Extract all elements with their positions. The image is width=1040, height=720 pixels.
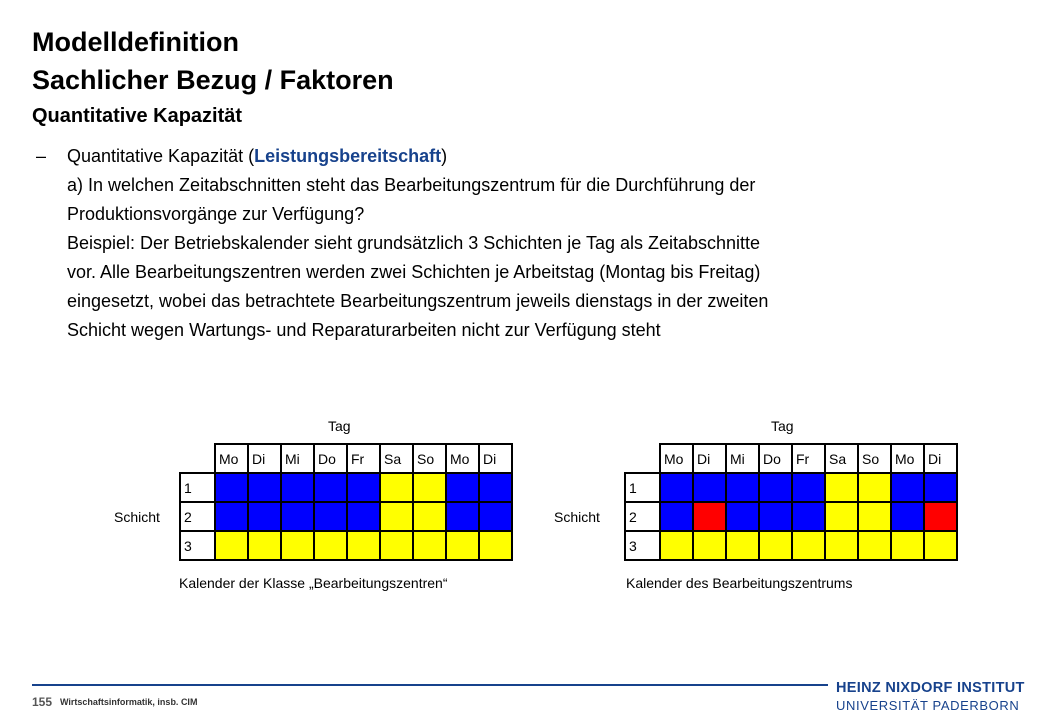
bullet-marker: –: [36, 146, 47, 166]
calendar-cell-yellow: [891, 531, 924, 560]
day-header: So: [413, 444, 446, 473]
calendar-cell-yellow: [858, 502, 891, 531]
day-header: Mi: [281, 444, 314, 473]
calendar-cell-blue: [891, 473, 924, 502]
footer-text: Wirtschaftsinformatik, insb. CIM: [60, 697, 198, 707]
day-header: So: [858, 444, 891, 473]
calendar-cell-blue: [726, 502, 759, 531]
calendar-cell-yellow: [281, 531, 314, 560]
day-header: Sa: [825, 444, 858, 473]
body-line-4: Beispiel: Der Betriebskalender sieht grundsätzlich 3 Schichten je Tag als Zeitabschnitte: [67, 233, 761, 253]
calendar-cell-yellow: [380, 531, 413, 560]
calendar-2-grid: [624, 443, 958, 561]
calendar-cell-yellow: [858, 531, 891, 560]
day-header: Di: [693, 444, 726, 473]
calendar-cell-yellow: [380, 502, 413, 531]
calendar-cell-blue: [792, 502, 825, 531]
calendar-1-caption: Kalender der Klasse „Bearbeitungszentren“: [179, 575, 448, 591]
body-line-2: a) In welchen Zeitabschnitten steht das Bearbeitungszentrum für die Durchführung der: [67, 175, 756, 195]
calendar-cell-blue: [891, 502, 924, 531]
calendar-cell-blue: [215, 502, 248, 531]
calendar-cell-blue: [792, 473, 825, 502]
body-line-1: Quantitative Kapazität (Leistungsbereitschaft): [67, 146, 448, 166]
calendar-cell-blue: [446, 473, 479, 502]
calendar-cell-yellow: [248, 531, 281, 560]
day-header: Mi: [726, 444, 759, 473]
calendar-cell-blue: [281, 473, 314, 502]
calendar-cell-red: [693, 502, 726, 531]
calendar-2-caption: Kalender des Bearbeitungszentrums: [626, 575, 853, 591]
calendar-cell-blue: [924, 473, 957, 502]
calendar-cell-blue: [446, 502, 479, 531]
page-subtitle: Sachlicher Bezug / Faktoren: [32, 65, 394, 95]
section-heading: Quantitative Kapazität: [32, 105, 243, 127]
calendar-cell-blue: [726, 473, 759, 502]
day-header: Mo: [891, 444, 924, 473]
calendar-cell-yellow: [413, 502, 446, 531]
body-line-7: Schicht wegen Wartungs- und Reparaturarbeiten nicht zur Verfügung steht: [67, 320, 661, 340]
day-header: Mo: [660, 444, 693, 473]
institute-logo-line2: UNIVERSITÄT PADERBORN: [836, 698, 1020, 713]
calendar-cell-yellow: [825, 473, 858, 502]
shift-header: 3: [180, 531, 215, 560]
day-header: Di: [248, 444, 281, 473]
body-line-3: Produktionsvorgänge zur Verfügung?: [67, 204, 365, 224]
calendar-1-top-label: Tag: [328, 418, 351, 434]
calendar-1-side-label: Schicht: [114, 509, 160, 525]
calendar-cell-yellow: [446, 531, 479, 560]
calendar-cell-yellow: [314, 531, 347, 560]
body-text: [67, 142, 1003, 345]
calendar-cell-blue: [660, 473, 693, 502]
calendar-cell-yellow: [924, 531, 957, 560]
calendar-cell-yellow: [215, 531, 248, 560]
highlight-term: Leistungsbereitschaft: [254, 146, 442, 166]
calendar-cell-yellow: [825, 502, 858, 531]
calendar-cell-blue: [347, 473, 380, 502]
calendar-cell-yellow: [479, 531, 512, 560]
page-number: 155: [32, 695, 53, 709]
shift-header: 2: [625, 502, 660, 531]
calendar-cell-blue: [281, 502, 314, 531]
calendar-cell-yellow: [825, 531, 858, 560]
body-line-6: eingesetzt, wobei das betrachtete Bearbeitungszentrum jeweils dienstags in der zweiten: [67, 291, 769, 311]
calendar-cell-blue: [479, 473, 512, 502]
day-header: Fr: [347, 444, 380, 473]
calendar-cell-yellow: [858, 473, 891, 502]
calendar-cell-yellow: [413, 531, 446, 560]
calendar-cell-blue: [759, 473, 792, 502]
page-title: Modelldefinition: [32, 27, 239, 57]
day-header: Do: [759, 444, 792, 473]
day-header: Di: [479, 444, 512, 473]
calendar-cell-blue: [479, 502, 512, 531]
calendar-cell-yellow: [792, 531, 825, 560]
day-header: Mo: [215, 444, 248, 473]
calendar-cell-red: [924, 502, 957, 531]
body-line-5: vor. Alle Bearbeitungszentren werden zwei Schichten je Arbeitstag (Montag bis Freitag): [67, 262, 761, 282]
calendar-cell-yellow: [380, 473, 413, 502]
calendar-cell-yellow: [693, 531, 726, 560]
calendar-cell-blue: [759, 502, 792, 531]
day-header: Di: [924, 444, 957, 473]
day-header: Do: [314, 444, 347, 473]
calendar-cell-blue: [215, 473, 248, 502]
calendar-cell-blue: [660, 502, 693, 531]
calendar-cell-blue: [347, 502, 380, 531]
calendar-cell-yellow: [726, 531, 759, 560]
grid-corner: [180, 444, 215, 473]
calendar-cell-yellow: [347, 531, 380, 560]
calendar-2-top-label: Tag: [771, 418, 794, 434]
calendar-cell-blue: [248, 502, 281, 531]
institute-logo-line1: HEINZ NIXDORF INSTITUT: [836, 680, 1025, 696]
calendar-cell-blue: [314, 502, 347, 531]
day-header: Mo: [446, 444, 479, 473]
day-header: Sa: [380, 444, 413, 473]
calendar-2-side-label: Schicht: [554, 509, 600, 525]
shift-header: 2: [180, 502, 215, 531]
calendar-cell-blue: [693, 473, 726, 502]
shift-header: 3: [625, 531, 660, 560]
footer-divider: [32, 684, 828, 686]
day-header: Fr: [792, 444, 825, 473]
shift-header: 1: [625, 473, 660, 502]
shift-header: 1: [180, 473, 215, 502]
calendar-cell-blue: [314, 473, 347, 502]
calendar-cell-yellow: [660, 531, 693, 560]
calendar-1-grid: [179, 443, 513, 561]
calendar-cell-blue: [248, 473, 281, 502]
calendar-cell-yellow: [413, 473, 446, 502]
calendar-cell-yellow: [759, 531, 792, 560]
grid-corner: [625, 444, 660, 473]
